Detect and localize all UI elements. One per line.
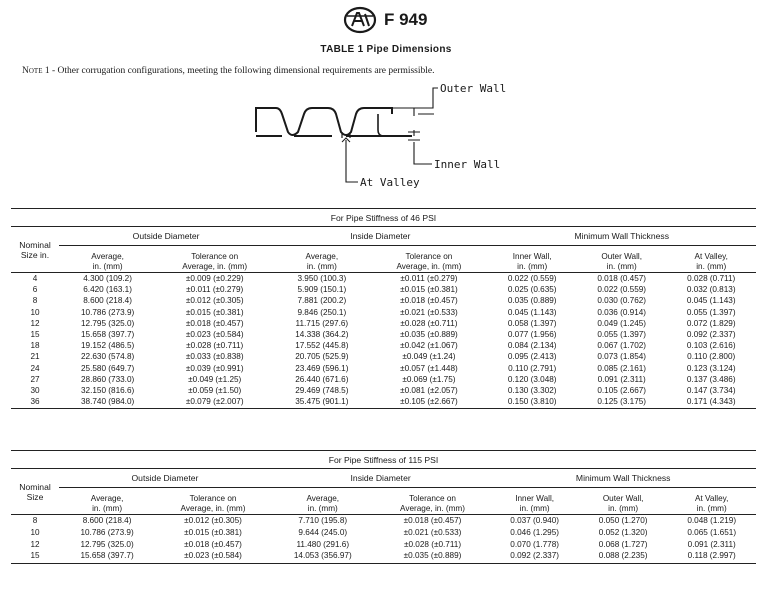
table-row xyxy=(11,295,756,306)
table-cell: 0.073 (1.854) xyxy=(597,352,647,362)
column-header: Outer Wall, in. (mm) xyxy=(577,246,667,273)
table-cell: 0.137 (3.486) xyxy=(686,374,736,384)
table-cell: 0.036 (0.914) xyxy=(597,307,647,317)
table-cell: 12.795 (325.0) xyxy=(80,539,134,549)
table-cell: 0.091 (2.311) xyxy=(687,539,736,549)
table-cell: ±0.028 (±0.711) xyxy=(186,341,244,351)
table-cell: 0.103 (2.616) xyxy=(686,341,736,351)
table-cell: 0.150 (3.810) xyxy=(487,396,577,409)
column-header: Average, in. (mm) xyxy=(59,488,155,515)
table-cell: ±0.033 (±0.838) xyxy=(185,352,244,362)
table-cell: 0.147 (3.734) xyxy=(686,386,736,396)
column-header: Average, in. (mm) xyxy=(59,246,156,273)
table-cell: 0.058 (1.397) xyxy=(507,318,557,328)
table-cell: 6.420 (163.1) xyxy=(83,285,132,295)
table-cell: 9.644 (245.0) xyxy=(298,527,348,537)
table-cell: 0.092 (2.337) xyxy=(490,550,579,563)
table-cell: ±0.069 (±1.75) xyxy=(402,374,456,384)
column-header: At Valley, in. (mm) xyxy=(667,488,756,515)
group-minimum-wall-thickness: Minimum Wall Thickness xyxy=(490,469,756,488)
table-cell: ±0.009 (±0.229) xyxy=(185,274,244,283)
table-row xyxy=(11,284,756,295)
table-cell: 0.118 (2.997) xyxy=(667,550,756,563)
nominal-size-cell: 10 xyxy=(30,527,40,537)
table-cell: ±0.023 (±0.584) xyxy=(155,550,271,563)
nominal-size-cell: 30 xyxy=(30,386,40,396)
note xyxy=(22,66,435,76)
table-cell: 0.072 (1.829) xyxy=(686,318,736,328)
table-cell: 14.338 (364.2) xyxy=(295,330,349,340)
nominal-size-cell: 24 xyxy=(30,363,40,373)
table-row xyxy=(11,363,756,374)
group-inside-diameter: Inside Diameter xyxy=(271,469,491,488)
column-header: Tolerance on Average, in. (mm) xyxy=(375,488,491,515)
table-cell: 25.580 (649.7) xyxy=(80,363,135,373)
standard-designation: F 949 xyxy=(384,10,428,29)
table-cell: 0.110 (2.800) xyxy=(687,352,736,362)
outer-wall-label: Outer Wall xyxy=(440,82,507,95)
table-row xyxy=(11,385,756,396)
nominal-size-header: Nominal Size in. xyxy=(11,227,59,273)
group-minimum-wall-thickness: Minimum Wall Thickness xyxy=(487,227,756,246)
table-cell: 0.084 (2.134) xyxy=(507,341,557,351)
table-cell: ±0.011 (±0.279) xyxy=(186,285,244,295)
table-cell: 0.068 (1.727) xyxy=(598,539,648,549)
table-row xyxy=(11,396,756,409)
column-header: Inner Wall, in. (mm) xyxy=(487,246,577,273)
table-cell: ±0.018 (±0.457) xyxy=(184,539,242,549)
astm-logo-icon xyxy=(343,6,377,34)
nominal-size-cell: 8 xyxy=(32,516,38,525)
table-cell: ±0.028 (±0.711) xyxy=(403,539,462,549)
table-cell: 0.025 (0.635) xyxy=(507,285,557,295)
pipe-dimensions-table-115-psi xyxy=(11,450,756,564)
nominal-size-cell: 27 xyxy=(30,374,40,384)
table-cell: 9.846 (250.1) xyxy=(297,307,347,317)
table-cell: ±0.018 (±0.457) xyxy=(185,318,244,328)
table-cell: ±0.012 (±0.305) xyxy=(185,296,244,306)
table-cell: 5.909 (150.1) xyxy=(297,285,347,295)
table-cell: 4.300 (109.2) xyxy=(83,274,132,283)
table-cell: ±0.012 (±0.305) xyxy=(184,516,242,525)
table-cell: 0.065 (1.651) xyxy=(687,527,737,537)
table-cell: 0.046 (1.295) xyxy=(510,527,559,537)
inner-wall-label: Inner Wall xyxy=(434,158,501,171)
table-cell: 0.055 (1.397) xyxy=(597,330,647,340)
table-cell: 38.740 (984.0) xyxy=(59,396,156,409)
nominal-size-cell: 18 xyxy=(30,341,40,351)
table-row xyxy=(11,307,756,318)
table-cell: 0.105 (2.667) xyxy=(597,386,647,396)
table-cell: ±0.057 (±1.448) xyxy=(400,363,458,373)
table-cell: ±0.011 (±0.279) xyxy=(400,274,458,283)
corrugation-diagram xyxy=(228,80,548,205)
table-cell: ±0.035 (±0.889) xyxy=(375,550,491,563)
table-cell: 0.110 (2.791) xyxy=(508,363,557,373)
table-cell: 0.055 (1.397) xyxy=(686,307,736,317)
table-cell: 0.035 (0.889) xyxy=(507,296,557,306)
section-title: For Pipe Stiffness of 115 PSI xyxy=(11,451,756,469)
table-cell: 20.705 (525.9) xyxy=(295,352,349,362)
column-header: At Valley, in. (mm) xyxy=(666,246,756,273)
table-row xyxy=(11,318,756,329)
at-valley-label: At Valley xyxy=(360,176,420,189)
table-cell: 0.030 (0.762) xyxy=(597,296,647,306)
nominal-size-cell: 15 xyxy=(30,330,40,340)
table-cell: ±0.079 (±2.007) xyxy=(156,396,273,409)
table-cell: 0.050 (1.270) xyxy=(598,516,648,525)
table-cell: 19.152 (486.5) xyxy=(80,341,135,351)
table-cell: 0.092 (2.337) xyxy=(686,330,736,340)
table-cell: 35.475 (901.1) xyxy=(273,396,370,409)
table-cell: 0.067 (1.702) xyxy=(597,341,647,351)
section-title: For Pipe Stiffness of 46 PSI xyxy=(11,209,756,227)
table-cell: ±0.015 (±0.381) xyxy=(184,527,242,537)
table-cell: 0.022 (0.559) xyxy=(597,285,647,295)
table-cell: 32.150 (816.6) xyxy=(80,386,135,396)
table-cell: 0.045 (1.143) xyxy=(507,307,557,317)
table-cell: 10.786 (273.9) xyxy=(80,527,134,537)
table-cell: 0.077 (1.956) xyxy=(507,330,557,340)
column-header: Average, in. (mm) xyxy=(271,488,375,515)
table-cell: 7.881 (200.2) xyxy=(297,296,347,306)
pipe-dimensions-table-46-psi xyxy=(11,208,756,409)
table-cell: 11.715 (297.6) xyxy=(295,318,349,328)
nominal-size-cell: 12 xyxy=(30,539,40,549)
table-cell: 0.130 (3.302) xyxy=(507,386,557,396)
note-text: - Other corrugation configurations, meeting the following dimensional requirements are permissible. xyxy=(51,66,435,76)
nominal-size-cell: 21 xyxy=(30,352,40,362)
table-row xyxy=(11,515,756,527)
column-header: Inner Wall, in. (mm) xyxy=(490,488,579,515)
nominal-size-cell: 36 xyxy=(11,396,59,409)
table-cell: 12.795 (325.0) xyxy=(80,318,135,328)
table-row xyxy=(11,273,756,285)
group-outside-diameter: Outside Diameter xyxy=(59,227,273,246)
table-cell: 15.658 (397.7) xyxy=(80,330,135,340)
table-cell: ±0.018 (±0.457) xyxy=(400,296,458,306)
nominal-size-cell: 12 xyxy=(30,318,40,328)
table-cell: ±0.015 (±0.381) xyxy=(400,285,458,295)
table-row xyxy=(11,329,756,340)
table-cell: 0.091 (2.311) xyxy=(597,374,646,384)
table-cell: ±0.039 (±0.991) xyxy=(185,363,244,373)
table-cell: ±0.049 (±1.25) xyxy=(188,374,242,384)
table-row xyxy=(11,550,756,563)
column-header: Tolerance on Average, in. (mm) xyxy=(155,488,271,515)
table-cell: 0.048 (1.219) xyxy=(687,516,737,525)
group-inside-diameter: Inside Diameter xyxy=(273,227,487,246)
table-row xyxy=(11,539,756,551)
table-row xyxy=(11,340,756,351)
nominal-size-cell: 15 xyxy=(11,550,59,563)
nominal-size-cell: 6 xyxy=(32,285,38,295)
table-cell: 23.469 (596.1) xyxy=(295,363,349,373)
table-cell: ±0.021 (±0.533) xyxy=(400,307,458,317)
table-cell: 14.053 (356.97) xyxy=(271,550,375,563)
table-cell: ±0.105 (±2.667) xyxy=(370,396,487,409)
table-row xyxy=(11,527,756,539)
table-cell: 0.120 (3.048) xyxy=(507,374,557,384)
table-cell: 0.088 (2.235) xyxy=(579,550,668,563)
nominal-size-cell: 4 xyxy=(32,274,38,283)
table-cell: ±0.021 (±0.533) xyxy=(403,527,462,537)
table-cell: 11.480 (291.6) xyxy=(296,539,350,549)
column-header: Tolerance on Average, in. (mm) xyxy=(370,246,487,273)
table-cell: 0.052 (1.320) xyxy=(598,527,648,537)
note-label: Note 1 xyxy=(22,66,50,76)
table-cell: 0.049 (1.245) xyxy=(597,318,647,328)
table-cell: 15.658 (397.7) xyxy=(59,550,155,563)
table-cell: 3.950 (100.3) xyxy=(297,274,347,283)
table-row xyxy=(11,374,756,385)
table-cell: 8.600 (218.4) xyxy=(83,296,132,306)
table-cell: 0.028 (0.711) xyxy=(687,274,736,283)
table-row xyxy=(11,351,756,362)
table-cell: ±0.081 (±2.057) xyxy=(400,386,458,396)
table-cell: ±0.049 (±1.24) xyxy=(402,352,456,362)
table-cell: ±0.018 (±0.457) xyxy=(403,516,462,525)
table-cell: 0.037 (0.940) xyxy=(510,516,559,525)
nominal-size-cell: 10 xyxy=(30,307,40,317)
table-cell: ±0.023 (±0.584) xyxy=(185,330,244,340)
table-cell: 29.469 (748.5) xyxy=(295,386,349,396)
column-header: Tolerance on Average, in. (mm) xyxy=(156,246,273,273)
table-cell: 26.440 (671.6) xyxy=(295,374,349,384)
nominal-size-header: Nominal Size xyxy=(11,469,59,515)
group-outside-diameter: Outside Diameter xyxy=(59,469,271,488)
table-cell: 28.860 (733.0) xyxy=(80,374,135,384)
table-cell: ±0.035 (±0.889) xyxy=(400,330,458,340)
table-cell: 0.032 (0.813) xyxy=(686,285,736,295)
table-cell: 8.600 (218.4) xyxy=(82,516,132,525)
table-cell: 0.045 (1.143) xyxy=(686,296,736,306)
column-header: Outer Wall, in. (mm) xyxy=(579,488,668,515)
table-cell: 17.552 (445.8) xyxy=(295,341,349,351)
table-cell: 0.022 (0.559) xyxy=(507,274,557,283)
table-cell: 0.085 (2.161) xyxy=(597,363,647,373)
column-header: Average, in. (mm) xyxy=(273,246,370,273)
table-cell: 10.786 (273.9) xyxy=(80,307,135,317)
table-cell: ±0.042 (±1.067) xyxy=(400,341,458,351)
table-cell: ±0.028 (±0.711) xyxy=(400,318,458,328)
table-cell: ±0.015 (±0.381) xyxy=(185,307,244,317)
table-cell: 0.095 (2.413) xyxy=(507,352,557,362)
table-cell: ±0.059 (±1.50) xyxy=(188,386,242,396)
table-cell: 0.171 (4.343) xyxy=(666,396,756,409)
table-cell: 0.070 (1.778) xyxy=(510,539,559,549)
table-title: TABLE 1 Pipe Dimensions xyxy=(320,44,452,55)
table-cell: 7.710 (195.8) xyxy=(298,516,348,525)
table-cell: 0.123 (3.124) xyxy=(686,363,736,373)
table-cell: 0.018 (0.457) xyxy=(597,274,647,283)
table-cell: 22.630 (574.8) xyxy=(80,352,135,362)
nominal-size-cell: 8 xyxy=(32,296,38,306)
table-cell: 0.125 (3.175) xyxy=(577,396,667,409)
